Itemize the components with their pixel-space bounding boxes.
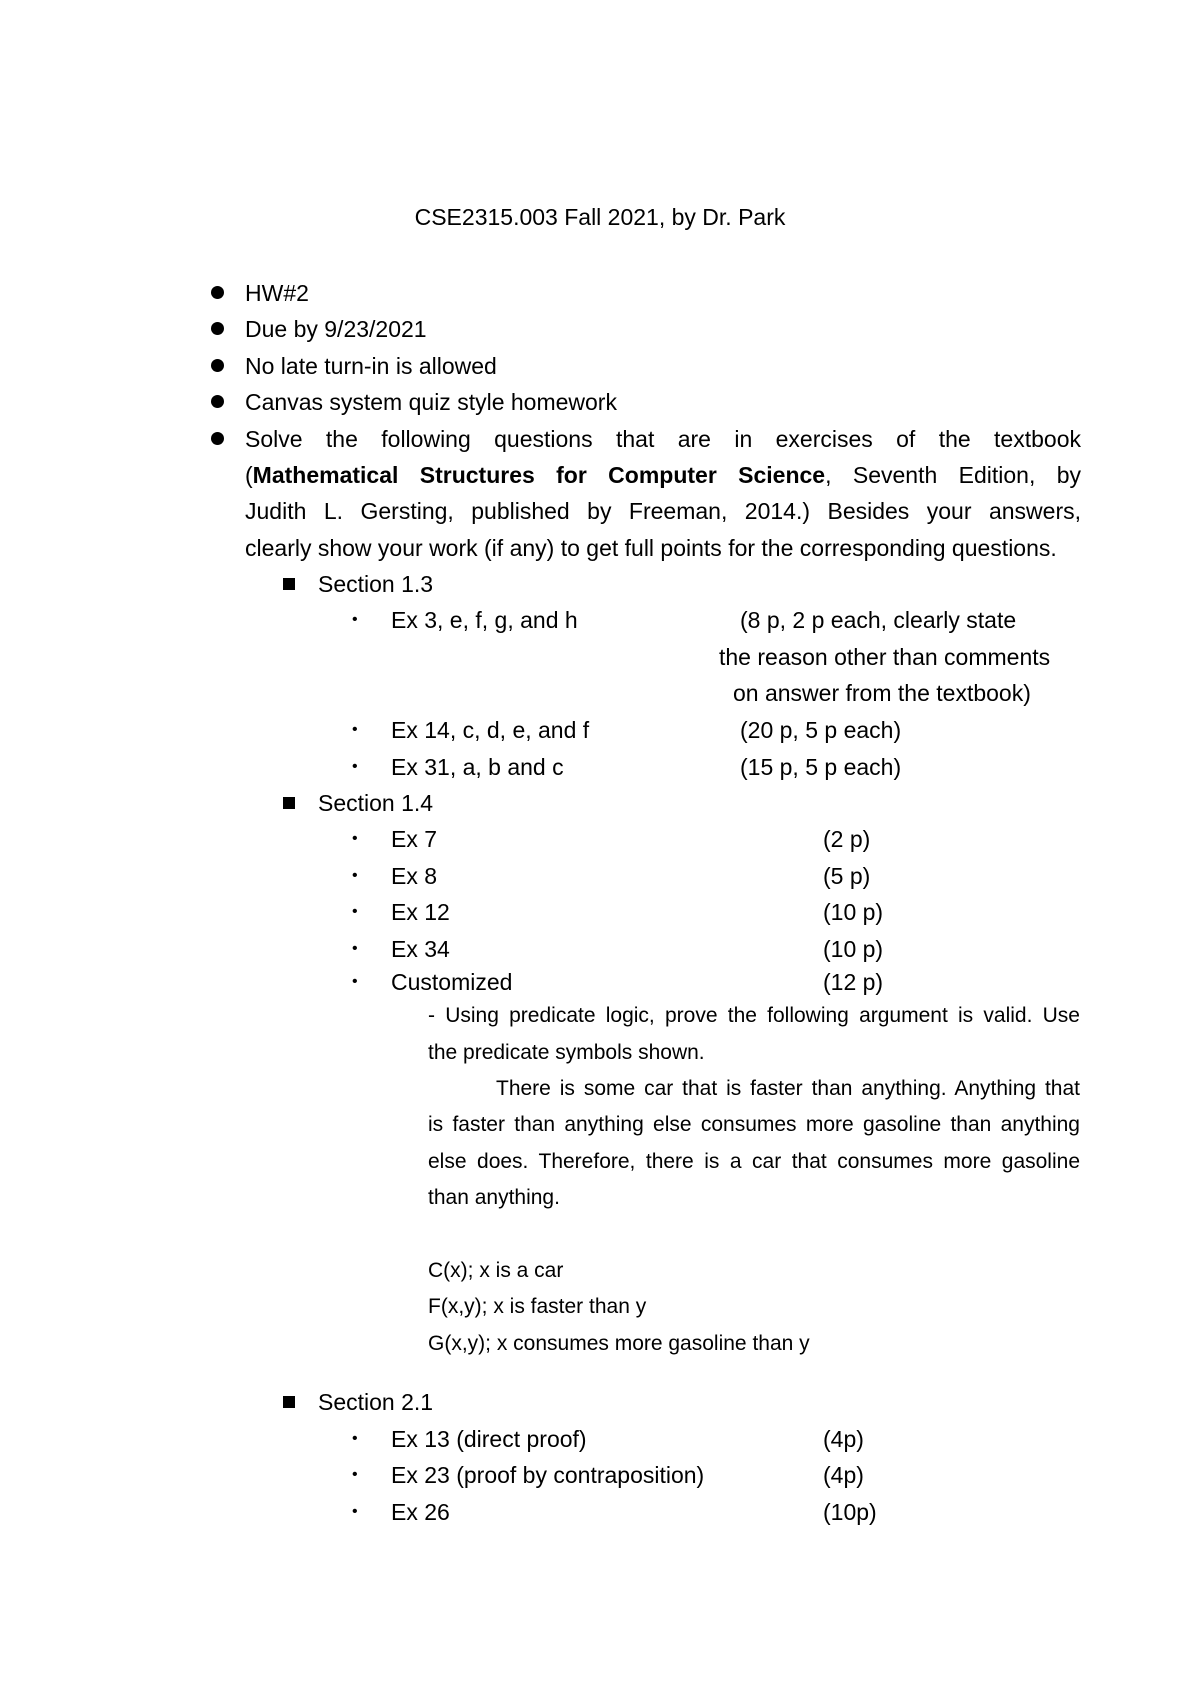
exercise-note-line-2: the reason other than comments bbox=[719, 644, 1051, 670]
exercise-note-line-3: on answer from the textbook) bbox=[733, 680, 1031, 706]
section-title: Section 2.1 bbox=[318, 1389, 434, 1415]
bullet-dot-icon bbox=[211, 359, 224, 372]
exercise-points: (12 p) bbox=[823, 969, 884, 995]
predicate-symbol-g: G(x,y); x consumes more gasoline than y bbox=[428, 1332, 810, 1355]
bullet-style: Canvas system quiz style homework bbox=[245, 389, 617, 415]
item-bullet-icon: • bbox=[352, 867, 358, 884]
bullet-late: No late turn-in is allowed bbox=[245, 353, 497, 379]
bullet-dot-icon bbox=[211, 322, 224, 335]
item-bullet-icon: • bbox=[352, 1430, 358, 1447]
exercise-label: Ex 14, c, d, e, and f bbox=[391, 717, 590, 743]
item-bullet-icon: • bbox=[352, 1503, 358, 1520]
bullet-dot-icon bbox=[211, 286, 224, 299]
item-bullet-icon: • bbox=[352, 903, 358, 920]
intro-line-3: Judith L. Gersting, published by Freeman, 2014.) Besides your answers, bbox=[245, 498, 1081, 524]
exercise-label: Ex 31, a, b and c bbox=[391, 754, 564, 780]
item-bullet-icon: • bbox=[352, 721, 358, 738]
exercise-label: Customized bbox=[391, 969, 513, 995]
intro-line-2: (Mathematical Structures for Computer Science, Seventh Edition, by bbox=[245, 462, 1082, 488]
exercise-label: Ex 23 (proof by contraposition) bbox=[391, 1462, 705, 1488]
custom-instruction-line-2: the predicate symbols shown. bbox=[428, 1041, 705, 1064]
argument-line-4: than anything. bbox=[428, 1186, 560, 1209]
bullet-hw: HW#2 bbox=[245, 280, 309, 306]
exercise-points: (2 p) bbox=[823, 826, 871, 852]
section-title: Section 1.3 bbox=[318, 571, 434, 597]
item-bullet-icon: • bbox=[352, 611, 358, 628]
section-square-icon bbox=[283, 578, 295, 590]
exercise-label: Ex 8 bbox=[391, 863, 438, 889]
bullet-due: Due by 9/23/2021 bbox=[245, 316, 427, 342]
bullet-dot-icon bbox=[211, 395, 224, 408]
argument-line-3: else does. Therefore, there is a car that consumes more gasoline bbox=[428, 1150, 1080, 1173]
item-bullet-icon: • bbox=[352, 758, 358, 775]
exercise-label: Ex 7 bbox=[391, 826, 438, 852]
item-bullet-icon: • bbox=[352, 1466, 358, 1483]
exercise-points: (5 p) bbox=[823, 863, 871, 889]
exercise-label: Ex 13 (direct proof) bbox=[391, 1426, 587, 1452]
argument-line-1: There is some car that is faster than anything. Anything that bbox=[496, 1077, 1080, 1100]
custom-instruction-line-1: - Using predicate logic, prove the following argument is valid. Use bbox=[428, 1004, 1080, 1027]
section-title: Section 1.4 bbox=[318, 790, 434, 816]
item-bullet-icon: • bbox=[352, 940, 358, 957]
exercise-label: Ex 26 bbox=[391, 1499, 450, 1525]
section-square-icon bbox=[283, 1396, 295, 1408]
exercise-points: (10 p) bbox=[823, 936, 884, 962]
exercise-points: (8 p, 2 p each, clearly state bbox=[740, 607, 1017, 633]
exercise-points: (4p) bbox=[823, 1462, 864, 1488]
exercise-label: Ex 3, e, f, g, and h bbox=[391, 607, 578, 633]
exercise-points: (10p) bbox=[823, 1499, 877, 1525]
predicate-symbol-f: F(x,y); x is faster than y bbox=[428, 1295, 647, 1318]
intro-line-4: clearly show your work (if any) to get full points for the corresponding questions. bbox=[245, 535, 1057, 561]
bullet-dot-icon bbox=[211, 432, 224, 445]
exercise-points: (20 p, 5 p each) bbox=[740, 717, 902, 743]
section-square-icon bbox=[283, 797, 295, 809]
item-bullet-icon: • bbox=[352, 973, 358, 990]
book-title: Mathematical Structures for Computer Science bbox=[252, 462, 826, 488]
item-bullet-icon: • bbox=[352, 830, 358, 847]
page-title: CSE2315.003 Fall 2021, by Dr. Park bbox=[414, 204, 786, 230]
intro-line-1: Solve the following questions that are in exercises of the textbook bbox=[245, 426, 1081, 452]
exercise-points: (15 p, 5 p each) bbox=[740, 754, 902, 780]
exercise-points: (10 p) bbox=[823, 899, 884, 925]
exercise-points: (4p) bbox=[823, 1426, 864, 1452]
exercise-label: Ex 12 bbox=[391, 899, 450, 925]
predicate-symbol-c: C(x); x is a car bbox=[428, 1259, 564, 1282]
exercise-label: Ex 34 bbox=[391, 936, 450, 962]
argument-line-2: is faster than anything else consumes more gasoline than anything bbox=[428, 1113, 1080, 1136]
